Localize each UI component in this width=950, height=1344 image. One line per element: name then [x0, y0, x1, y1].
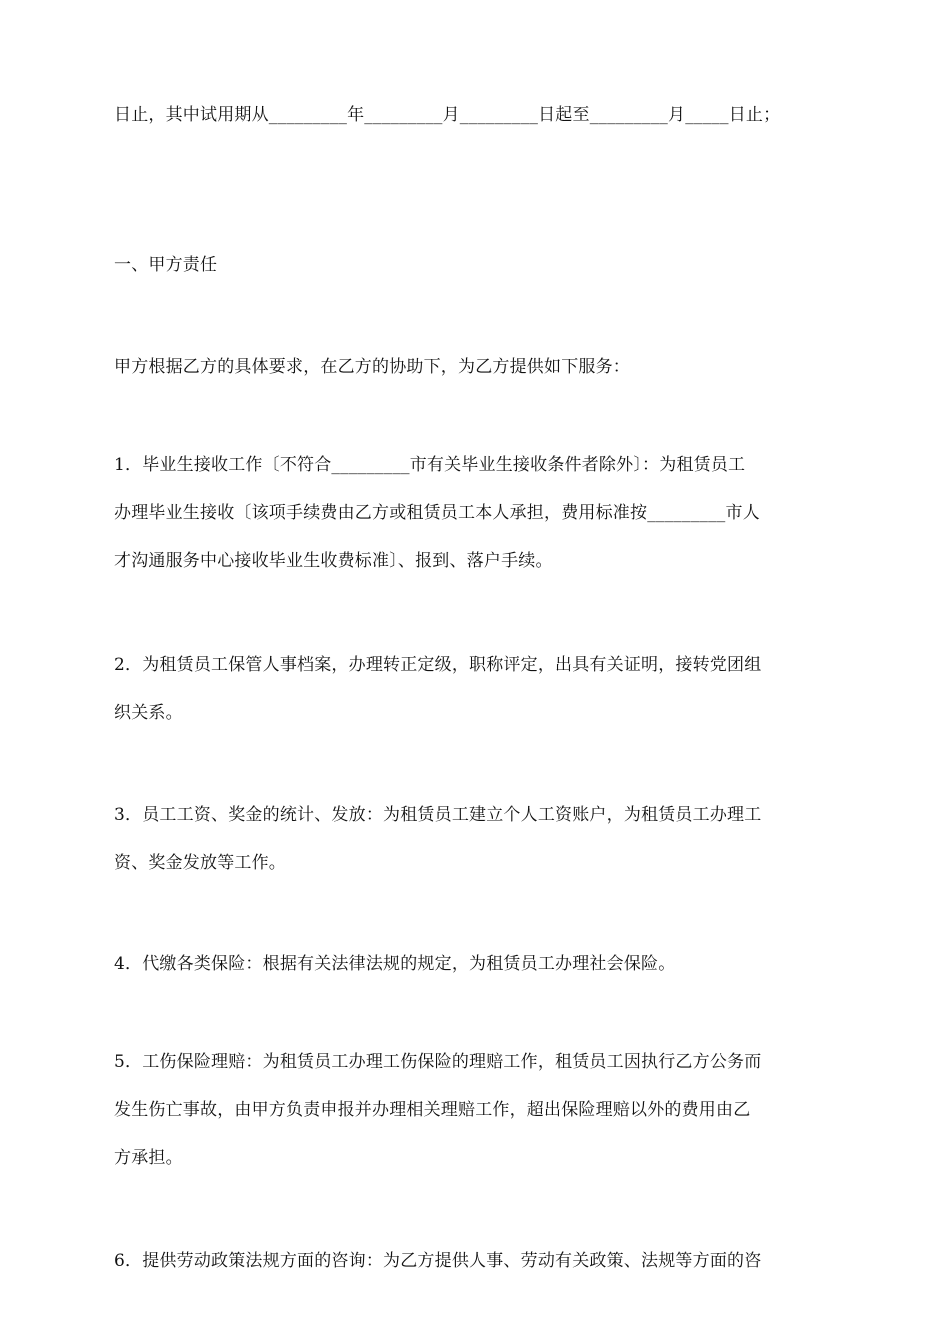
item-2-line-1: 2．为租赁员工保管人事档案，办理转正定级，职称评定，出具有关证明，接转党团组: [114, 655, 762, 675]
item-4-paragraph: [114, 940, 838, 988]
item-5-line-3: 方承担。: [114, 1148, 183, 1168]
item-2-line-2: 织关系。: [114, 703, 183, 723]
item-5-paragraph: [114, 1038, 838, 1182]
item-2-paragraph: [114, 641, 838, 737]
section-heading: [114, 241, 838, 289]
item-3-paragraph: [114, 791, 838, 887]
item-6-paragraph: [114, 1237, 838, 1285]
intro-paragraph: [114, 91, 838, 139]
item-1-line-3: 才沟通服务中心接收毕业生收费标准〕、报到、落户手续。: [114, 551, 553, 571]
item-4-line-1: 4．代缴各类保险：根据有关法律法规的规定，为租赁员工办理社会保险。: [114, 954, 676, 974]
section-heading-text: 一、甲方责任: [114, 255, 218, 275]
item-1-paragraph: [114, 441, 838, 585]
lead-paragraph: [114, 343, 838, 391]
item-3-line-1: 3．员工工资、奖金的统计、发放：为租赁员工建立个人工资账户，为租赁员工办理工: [114, 805, 762, 825]
item-3-line-2: 资、奖金发放等工作。: [114, 853, 286, 873]
item-5-line-2: 发生伤亡事故，由甲方负责申报并办理相关理赔工作，超出保险理赔以外的费用由乙: [114, 1100, 751, 1120]
intro-line: 日止，其中试用期从_________年_________月_________日起至_________月_____日止；: [114, 105, 781, 125]
item-5-line-1: 5．工伤保险理赔：为租赁员工办理工伤保险的理赔工作，租赁员工因执行乙方公务而: [114, 1052, 762, 1072]
item-1-line-1: 1．毕业生接收工作〔不符合_________市有关毕业生接收条件者除外〕：为租赁员工: [114, 455, 746, 475]
item-1-line-2: 办理毕业生接收〔该项手续费由乙方或租赁员工本人承担，费用标准按_________市人: [114, 503, 760, 523]
lead-sentence: 甲方根据乙方的具体要求，在乙方的协助下，为乙方提供如下服务：: [114, 357, 630, 377]
item-6-line-1: 6．提供劳动政策法规方面的咨询：为乙方提供人事、劳动有关政策、法规等方面的咨: [114, 1251, 762, 1271]
